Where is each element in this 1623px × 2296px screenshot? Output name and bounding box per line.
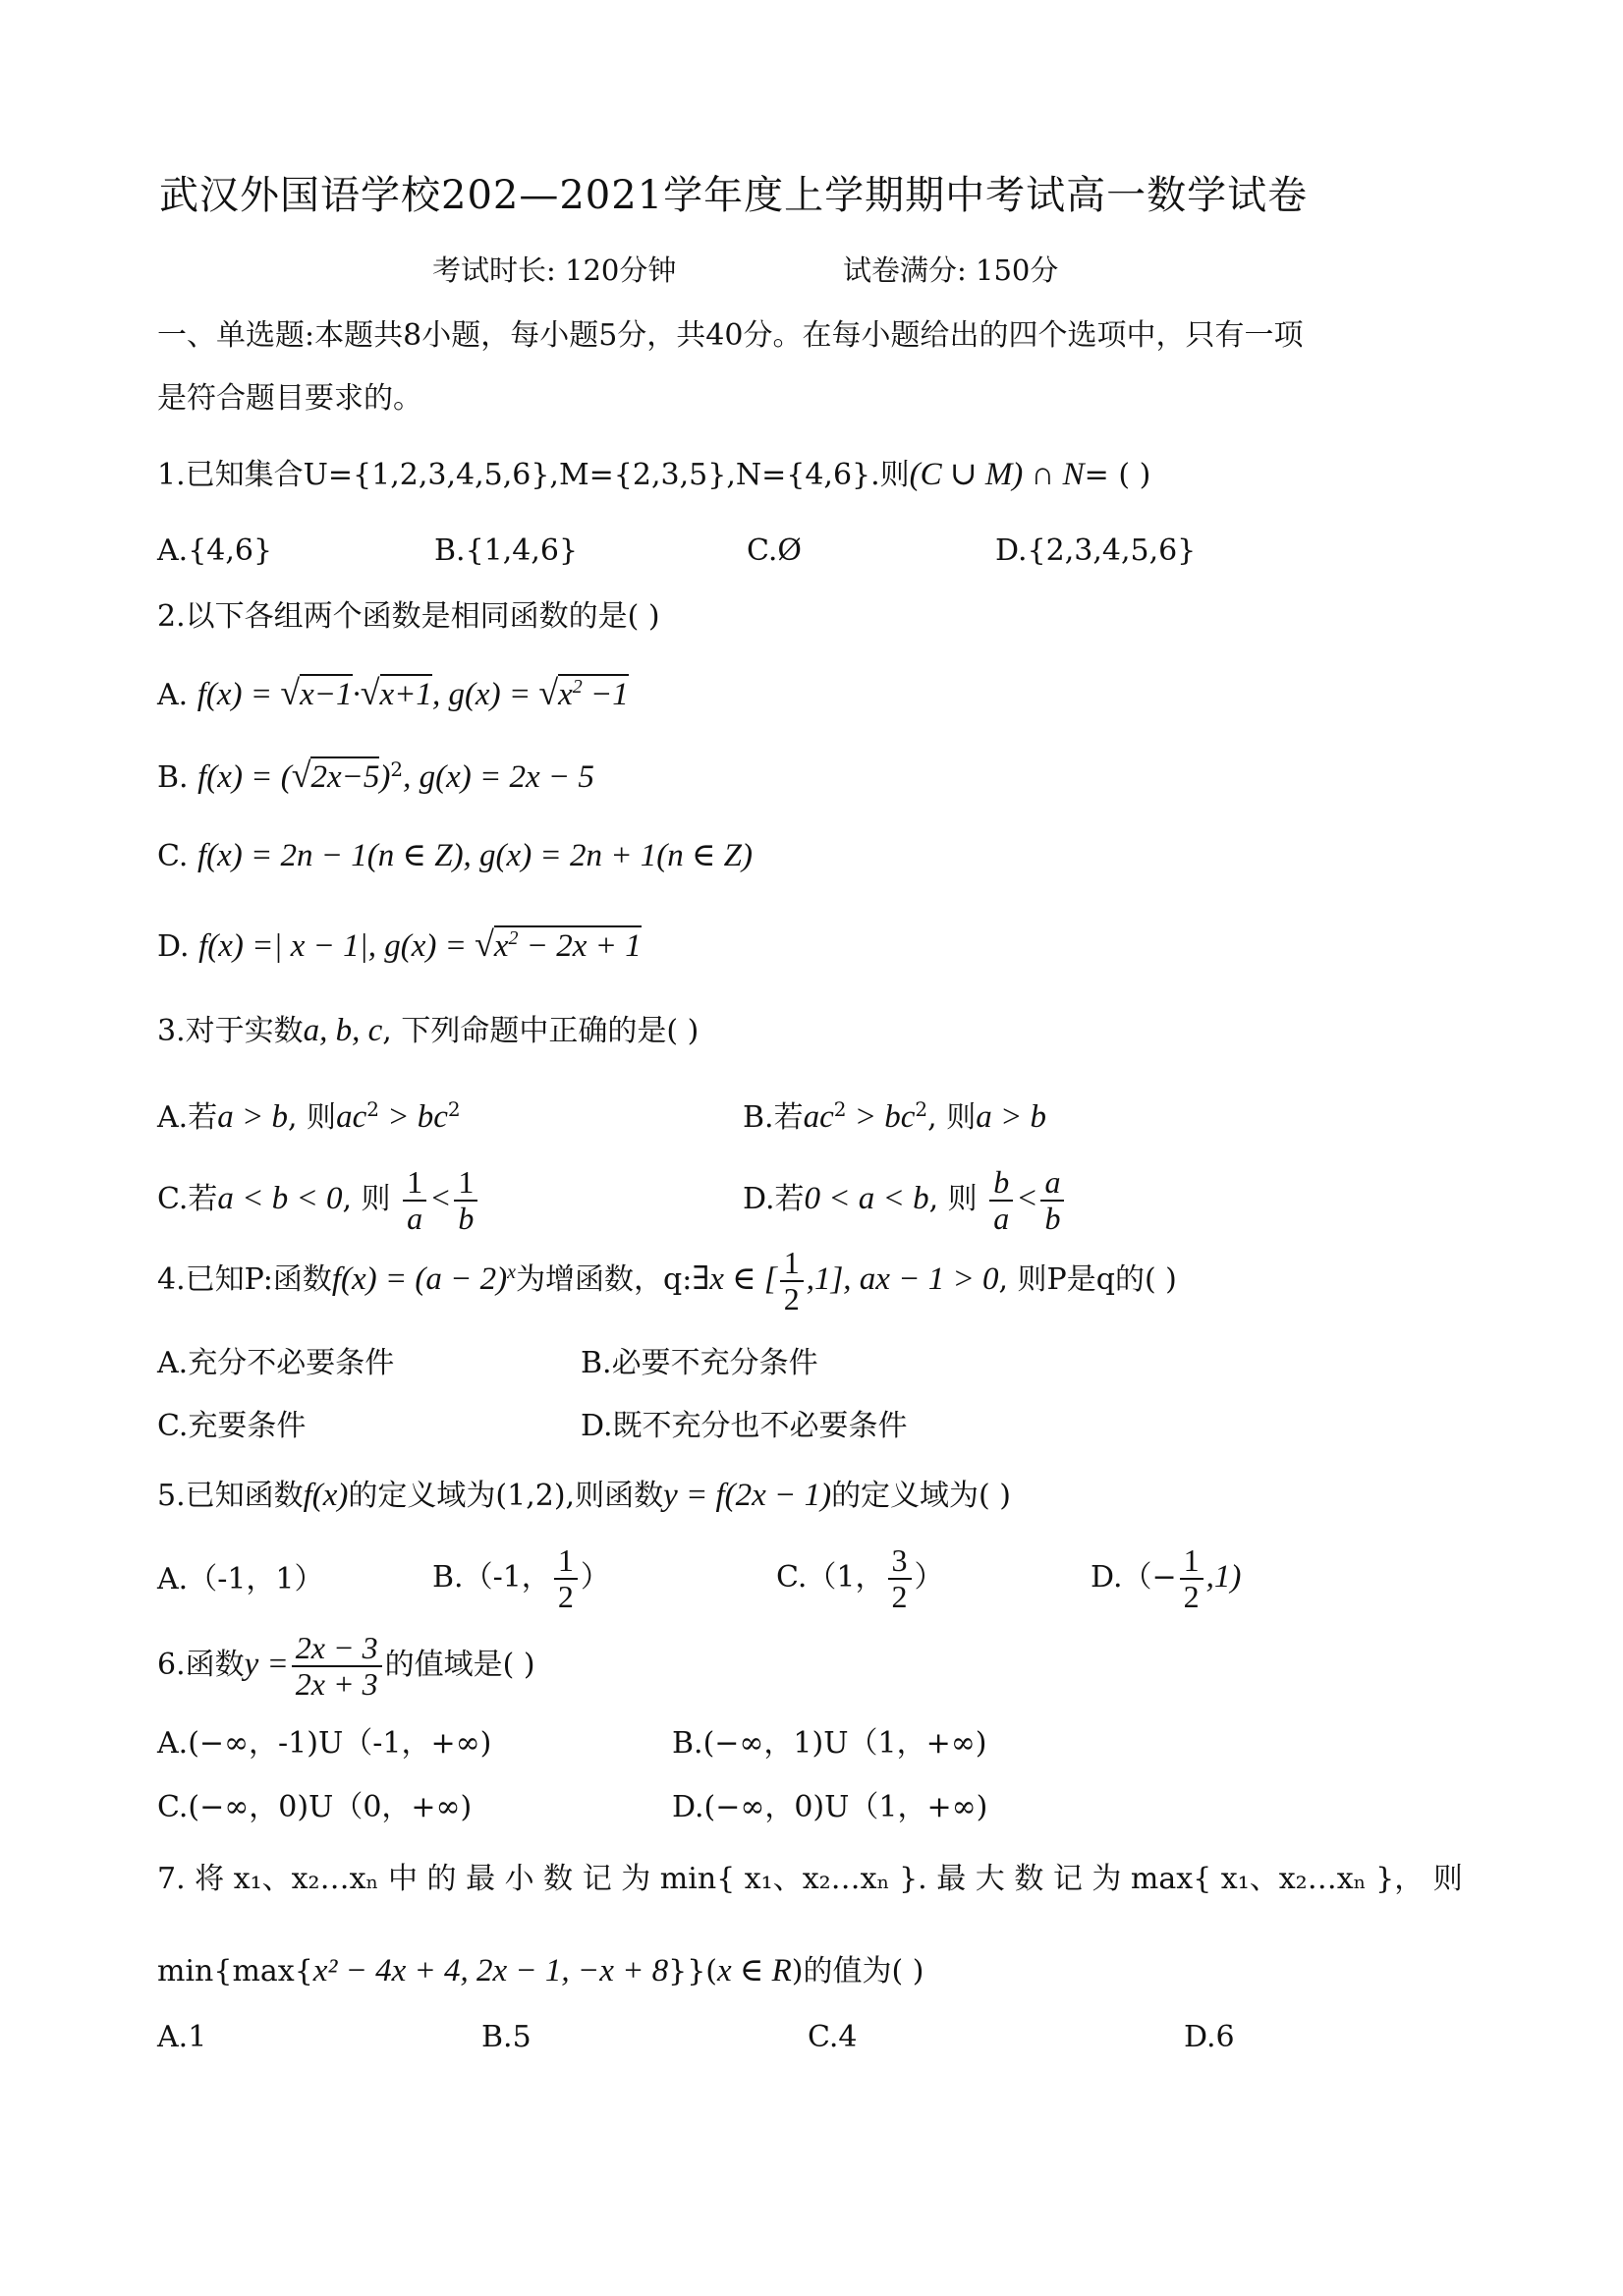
question-2: 2.以下各组两个函数是相同函数的是( ) bbox=[157, 599, 660, 634]
q5-s2: f(x) bbox=[303, 1478, 349, 1513]
q5-b-frac: $\frac{1}{2}$ bbox=[554, 1543, 578, 1614]
section-instructions-line2: 是符合题目要求的。 bbox=[157, 381, 422, 416]
q3-b-2: ac bbox=[803, 1099, 834, 1135]
q2-a-radicand2: x+1 bbox=[380, 674, 432, 712]
q3-d-lt: < bbox=[1016, 1181, 1038, 1217]
q3-a-5: 2 bbox=[366, 1097, 379, 1121]
q3-b-6: , 则 bbox=[927, 1100, 977, 1135]
q4-s5: ∃x ∈ [ bbox=[692, 1261, 777, 1298]
q3-c-frac1: $\frac{1}{a}$ bbox=[403, 1165, 426, 1236]
q4-s1: 4.已知P:函数 bbox=[157, 1262, 332, 1298]
q2-option-a: A. f(x) = √x−1·√x+1, $g(x) = √x^2 -1$ bbox=[157, 673, 629, 712]
q5-d-frac: $\frac{1}{2}$ bbox=[1180, 1543, 1203, 1614]
q3-c-1: C.若 bbox=[157, 1182, 218, 1217]
q2-d-radicandb: − 2x + 1 bbox=[518, 928, 642, 964]
q5-b-2: ） bbox=[580, 1560, 610, 1596]
q3-b-7: a > b bbox=[976, 1099, 1046, 1135]
q6-option-b: B.(−∞，1)U（1，+∞) bbox=[672, 1726, 987, 1761]
q3-stem2: , 下列命题中正确的是( ) bbox=[382, 1014, 700, 1048]
question-4 bbox=[157, 1246, 1177, 1316]
q3-vars: a, b, c bbox=[303, 1013, 383, 1048]
q1-expression: (C ∪ M) ∩ N bbox=[909, 457, 1085, 492]
q5-c-frac: $\frac{3}{2}$ bbox=[888, 1543, 912, 1614]
q5-s5: 的定义域为( ) bbox=[831, 1479, 1012, 1513]
q4-s4: 为增函数，q: bbox=[516, 1262, 693, 1298]
q5-option-b bbox=[432, 1543, 610, 1614]
q2-d-sup: 2 bbox=[508, 927, 519, 949]
q2-a-label: A. bbox=[157, 678, 189, 712]
q2-option-d: D. f(x) =| x − 1|, $g(x) = √x^2 - 2x + 1$ bbox=[157, 924, 642, 964]
q5-c-2: ） bbox=[914, 1560, 944, 1596]
q3-c-3: , 则 bbox=[342, 1182, 391, 1217]
q7-option-c: C.4 bbox=[808, 2020, 858, 2054]
q4-option-c: C.充要条件 bbox=[157, 1409, 307, 1443]
q3-d-3: , 则 bbox=[928, 1182, 978, 1217]
q2-option-c bbox=[157, 837, 753, 876]
q2-a-f: f(x) = bbox=[196, 677, 281, 712]
q2-b-f: f(x) = ( bbox=[197, 759, 292, 795]
q3-d-2: 0 < a < b bbox=[804, 1181, 929, 1217]
q2-b-sup: 2 bbox=[390, 757, 404, 781]
q6-frac: $\frac{2x - 3}{2x + 3}$ bbox=[292, 1631, 382, 1702]
q5-b-1: B.（-1， bbox=[432, 1560, 551, 1596]
q3-a-2: a > b bbox=[217, 1099, 288, 1135]
q7-l2c: }}( bbox=[668, 1954, 718, 1988]
q5-option-c bbox=[776, 1543, 944, 1614]
q2-d-label: D. bbox=[157, 929, 190, 964]
q3-option-c bbox=[157, 1165, 480, 1236]
q3-a-4: ac bbox=[336, 1099, 367, 1135]
q1-tail: = ( ) bbox=[1084, 458, 1151, 492]
exam-fullscore: 试卷满分: 150分 bbox=[843, 253, 1059, 287]
q5-s3: 的定义域为(1,2),则函数 bbox=[348, 1479, 664, 1513]
q3-b-1: B.若 bbox=[743, 1100, 804, 1135]
question-7-line1: 7. 将 x₁、x₂…xₙ 中 的 最 小 数 记 为 min{ x₁、x₂…xₙ }. 最 大 数 记 为 max{ x₁、x₂…xₙ }， 则 bbox=[157, 1862, 1463, 1896]
question-1 bbox=[157, 456, 1150, 495]
question-3 bbox=[157, 1012, 699, 1051]
q3-a-1: A.若 bbox=[157, 1100, 218, 1135]
q2-c-expr: f(x) = 2n − 1(n ∈ Z), g(x) = 2n + 1(n ∈ Z) bbox=[196, 838, 753, 873]
q2-a-radicand3: x bbox=[558, 677, 573, 712]
q4-s3: x bbox=[507, 1261, 517, 1284]
q3-option-b bbox=[743, 1097, 1046, 1138]
q1-option-a: A.{4,6} bbox=[157, 533, 273, 568]
q7-l2d: x ∈ R bbox=[717, 1953, 792, 1988]
q2-a-g: , g(x) = bbox=[431, 677, 539, 712]
question-5 bbox=[157, 1477, 1011, 1516]
q2-d-radicand: x bbox=[493, 928, 509, 964]
q3-d-frac1: $\frac{b}{a}$ bbox=[989, 1165, 1013, 1236]
q4-s6: ,1], ax − 1 > 0 bbox=[806, 1261, 999, 1298]
q1-stem: 1.已知集合U={1,2,3,4,5,6},M={2,3,5},N={4,6}.则 bbox=[157, 458, 910, 492]
q2-b-label: B. bbox=[157, 760, 189, 795]
q2-a-radicand3b: −1 bbox=[582, 677, 629, 712]
q4-frac: $\frac{1}{2}$ bbox=[780, 1246, 804, 1316]
page-title: 武汉外国语学校202—2021学年度上学期期中考试高一数学试卷 bbox=[159, 173, 1309, 218]
q4-option-b: B.必要不充分条件 bbox=[581, 1346, 818, 1380]
q3-a-7: 2 bbox=[447, 1097, 461, 1121]
q2-a-sup: 2 bbox=[572, 676, 583, 698]
q5-d-1: D.（− bbox=[1091, 1560, 1177, 1596]
q4-option-a: A.充分不必要条件 bbox=[157, 1346, 395, 1380]
question-6 bbox=[157, 1631, 535, 1702]
q4-s2: f(x) = (a − 2) bbox=[331, 1261, 508, 1298]
q2-b-close: ) bbox=[379, 759, 391, 795]
q3-d-frac2: $\frac{a}{b}$ bbox=[1040, 1165, 1064, 1236]
q1-option-c: C.Ø bbox=[747, 533, 803, 568]
section-instructions-line1: 一、单选题:本题共8小题，每小题5分，共40分。在每小题给出的四个选项中，只有一项 bbox=[157, 318, 1304, 353]
q3-c-lt: < bbox=[429, 1181, 452, 1217]
q2-option-b: B. $f(x) = (√2x-5)^2$, g(x) = 2x − 5 bbox=[157, 756, 594, 795]
q6-option-c: C.(−∞，0)U（0，+∞) bbox=[157, 1790, 473, 1824]
q6-s2: y = bbox=[244, 1647, 289, 1683]
q6-option-d: D.(−∞，0)U（1，+∞) bbox=[672, 1790, 988, 1824]
q3-d-1: D.若 bbox=[743, 1182, 805, 1217]
question-7-line2 bbox=[157, 1952, 923, 1991]
q2-b-radicand: 2x−5 bbox=[310, 756, 379, 795]
q3-b-5: 2 bbox=[915, 1097, 928, 1121]
q3-option-d bbox=[743, 1165, 1067, 1236]
q3-b-3: 2 bbox=[833, 1097, 847, 1121]
q1-option-b: B.{1,4,6} bbox=[434, 533, 579, 568]
q2-c-label: C. bbox=[157, 839, 189, 873]
q3-stem1: 3.对于实数 bbox=[157, 1014, 304, 1048]
q3-b-4: > bc bbox=[846, 1099, 916, 1135]
q4-option-d: D.既不充分也不必要条件 bbox=[581, 1409, 908, 1443]
q5-s1: 5.已知函数 bbox=[157, 1479, 304, 1513]
q3-c-2: a < b < 0 bbox=[217, 1181, 343, 1217]
q2-d-f: f(x) =| x − 1|, g(x) = bbox=[198, 928, 476, 964]
q1-option-d: D.{2,3,4,5,6} bbox=[995, 533, 1197, 568]
q7-option-b: B.5 bbox=[481, 2020, 532, 2054]
q3-a-6: > bc bbox=[378, 1099, 448, 1135]
exam-duration: 考试时长: 120分钟 bbox=[432, 253, 677, 287]
q3-c-frac2: $\frac{1}{b}$ bbox=[454, 1165, 477, 1236]
q5-option-a: A.（-1，1） bbox=[157, 1562, 324, 1596]
q7-l2b: x² − 4x + 4, 2x − 1, −x + 8 bbox=[312, 1953, 669, 1988]
q2-b-rest: , g(x) = 2x − 5 bbox=[403, 759, 594, 795]
q2-a-dot: · bbox=[352, 677, 361, 712]
q7-l2e: )的值为( ) bbox=[791, 1954, 924, 1988]
q5-s4: y = f(2x − 1) bbox=[663, 1478, 832, 1513]
q3-a-3: , 则 bbox=[287, 1100, 337, 1135]
q7-option-d: D.6 bbox=[1184, 2020, 1235, 2054]
q2-a-radicand1: x−1 bbox=[300, 674, 352, 712]
q6-s1: 6.函数 bbox=[157, 1648, 245, 1683]
q4-s7: , 则P是q的( ) bbox=[998, 1262, 1177, 1298]
q5-option-d bbox=[1091, 1543, 1241, 1614]
q6-s3: 的值域是( ) bbox=[384, 1648, 535, 1683]
q6-option-a: A.(−∞，-1)U（-1，+∞) bbox=[157, 1726, 492, 1761]
q3-option-a bbox=[157, 1097, 461, 1138]
q7-l2a: min{max{ bbox=[157, 1954, 313, 1988]
q5-d-2: ,1) bbox=[1205, 1559, 1242, 1596]
q5-c-1: C.（1， bbox=[776, 1560, 885, 1596]
q7-option-a: A.1 bbox=[157, 2020, 207, 2054]
